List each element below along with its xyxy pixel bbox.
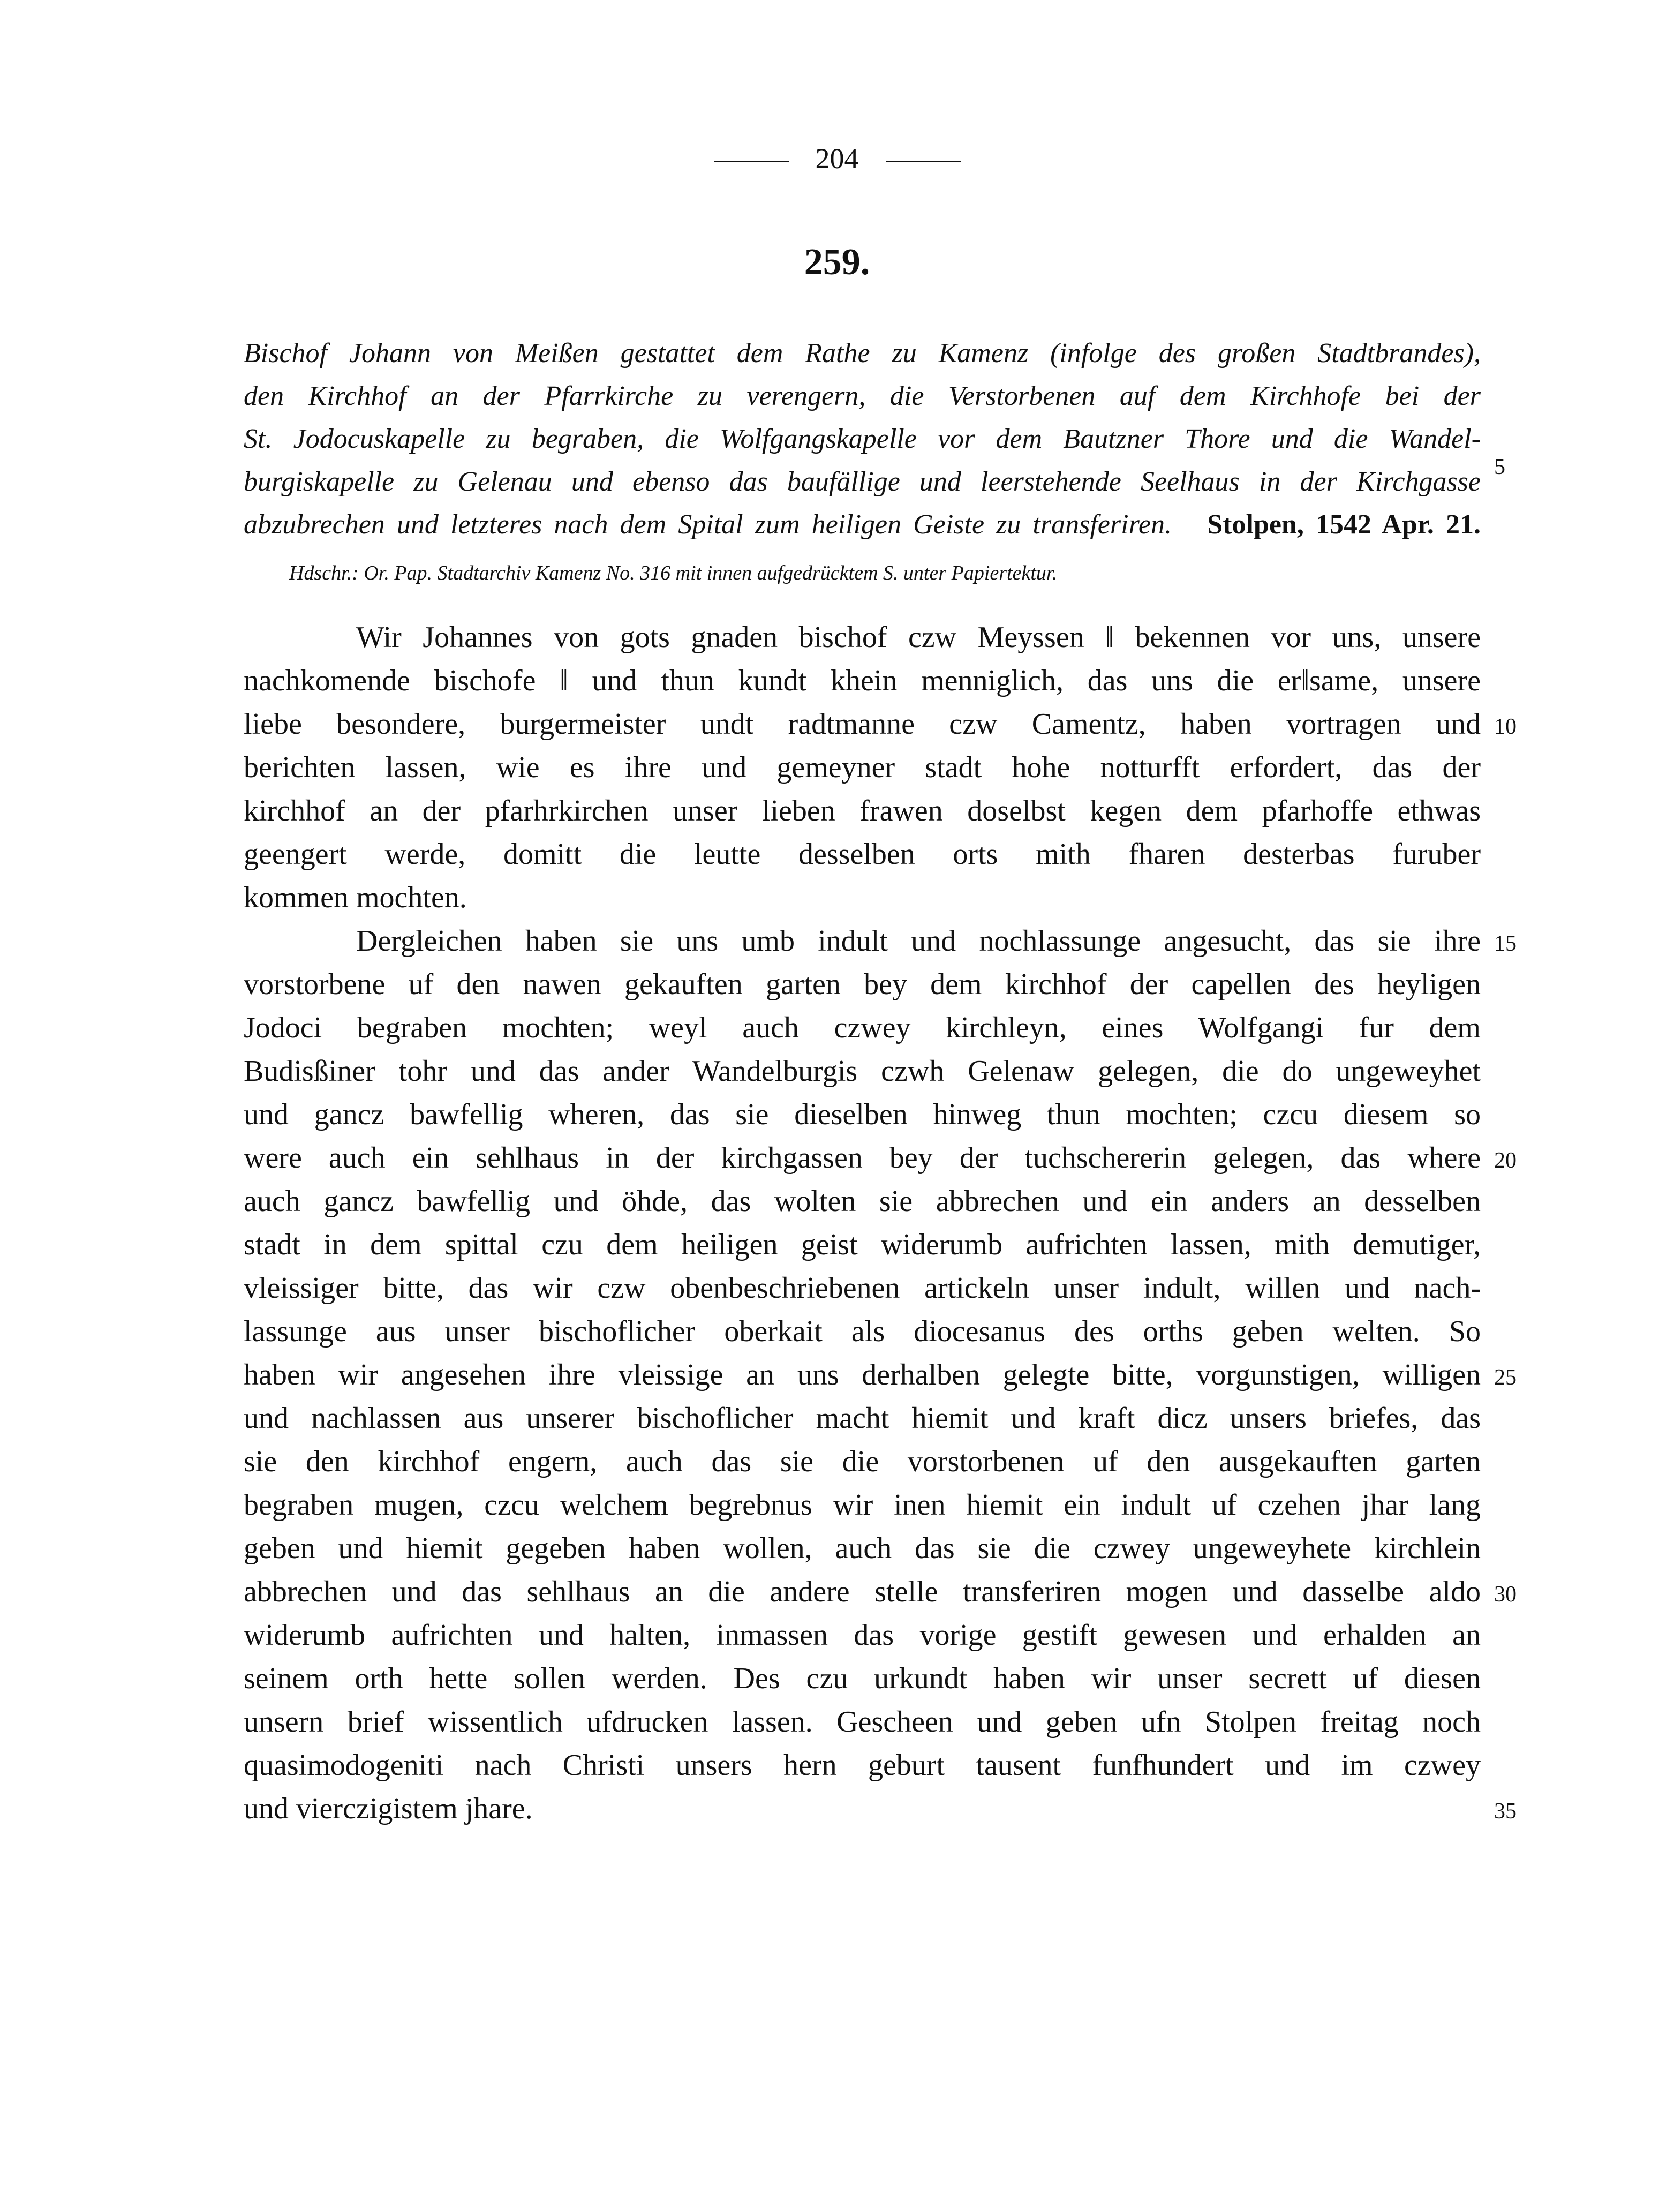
text-line: lassunge aus unser bischoflicher oberkait als diocesanus des orths geben welten. So (244, 1315, 1481, 1348)
document-date: Stolpen, 1542 Apr. 21. (1207, 509, 1481, 540)
text-line: were auch ein sehlhaus in der kirchgassen bey der tuchschererin gelegen, das where (244, 1141, 1481, 1175)
text-line: quasimodogeniti nach Christi unsers hern geburt tausent funfhundert und im czwey (244, 1749, 1481, 1782)
regest-line: den Kirchhof an der Pfarrkirche zu verengern, die Verstorbenen auf dem Kirchhofe bei der (244, 381, 1481, 411)
text-line: vorstorbene uf den nawen gekauften garten bey dem kirchhof der capellen des heyligen (244, 968, 1481, 1001)
text-line: unsern brief wissentlich ufdrucken lassen. Gescheen und geben ufn Stolpen freitag noch (244, 1705, 1481, 1739)
regest-line: St. Jodocuskapelle zu begraben, die Wolfgangskapelle vor dem Bautzner Thore und die Wandel- (244, 424, 1481, 454)
regest-text-end: abzubrechen und letzteres nach dem Spital zum heiligen Geiste zu transferiren. (244, 509, 1172, 540)
text-line: sie den kirchhof engern, auch das sie die vorstorbenen uf den ausgekauften garten (244, 1445, 1481, 1478)
page-number: 204 (815, 142, 859, 175)
text-line: vleissiger bitte, das wir czw obenbeschriebenen artickeln unser indult, willen und nach- (244, 1271, 1481, 1305)
header-rule-right (886, 161, 961, 162)
regest-line: Bischof Johann von Meißen gestattet dem Rathe zu Kamenz (infolge des großen Stadtbrandes), (244, 338, 1481, 368)
line-number: 5 (1494, 455, 1505, 479)
line-number: 15 (1494, 931, 1517, 956)
text-line: geben und hiemit gegeben haben wollen, auch das sie die czwey ungeweyhete kirchlein (244, 1532, 1481, 1565)
text-line: auch gancz bawfellig und öhde, das wolten sie abbrechen und ein anders an desselben (244, 1185, 1481, 1218)
text-line: und gancz bawfellig wheren, das sie dieselben hinweg thun mochten; czcu diesem so (244, 1098, 1481, 1131)
source-note: Hdschr.: Or. Pap. Stadtarchiv Kamenz No. 316 mit innen aufgedrücktem S. unter Papiertektur. (289, 562, 1057, 584)
text-line: kirchhof an der pfarhrkirchen unser lieben frawen doselbst kegen dem pfarhoffe ethwas (244, 794, 1481, 827)
line-number: 35 (1494, 1799, 1517, 1824)
line-number: 30 (1494, 1582, 1517, 1607)
text-line: und vierczigistem jhare. (244, 1792, 533, 1825)
header-rule-left (714, 161, 789, 162)
text-line: kommen mochten. (244, 881, 467, 914)
text-line: berichten lassen, wie es ihre und gemeyner stadt hohe notturfft erfordert, das der (244, 751, 1481, 784)
text-line: stadt in dem spittal czu dem heiligen geist widerumb aufrichten lassen, mith demutiger, (244, 1228, 1481, 1261)
line-number: 25 (1494, 1365, 1517, 1390)
text-line: und nachlassen aus unserer bischoflicher macht hiemit und kraft dicz unsers briefes, das (244, 1402, 1481, 1435)
document-number: 259. (804, 242, 870, 283)
text-line: begraben mugen, czcu welchem begrebnus wir inen hiemit ein indult uf czehen jhar lang (244, 1488, 1481, 1522)
line-number: 20 (1494, 1148, 1517, 1173)
regest (244, 332, 1481, 546)
line-number: 10 (1494, 714, 1517, 739)
page-header (0, 142, 1674, 175)
regest-line: burgiskapelle zu Gelenau und ebenso das baufällige und leerstehende Seelhaus in der Kirchgasse (244, 467, 1481, 497)
text-line: haben wir angesehen ihre vleissige an uns derhalben gelegte bitte, vorgunstigen, willigen (244, 1358, 1481, 1391)
regest-line-last (244, 503, 1481, 546)
text-line: seinem orth hette sollen werden. Des czu urkundt haben wir unser secrett uf diesen (244, 1662, 1481, 1695)
text-line: geengert werde, domitt die leutte desselben orts mith fharen desterbas furuber (244, 838, 1481, 871)
text-line: Wir Johannes von gots gnaden bischof czw Meyssen ‖ bekennen vor uns, unsere (356, 621, 1481, 654)
text-line: nachkomende bischofe ‖ und thun kundt khein menniglich, das uns die er‖same, unsere (244, 664, 1481, 697)
text-line: liebe besondere, burgermeister undt radtmanne czw Camentz, haben vortragen und (244, 708, 1481, 741)
document-body (244, 616, 1481, 1831)
text-line: widerumb aufrichten und halten, inmassen das vorige gestift gewesen und erhalden an (244, 1619, 1481, 1652)
text-line: abbrechen und das sehlhaus an die andere stelle transferiren mogen und dasselbe aldo (244, 1575, 1481, 1608)
text-line: Dergleichen haben sie uns umb indult und nochlassunge angesucht, das sie ihre (356, 924, 1481, 958)
text-line: Jodoci begraben mochten; weyl auch czwey kirchleyn, eines Wolfgangi fur dem (244, 1011, 1481, 1044)
text-line: Budisßiner tohr und das ander Wandelburgis czwh Gelenaw gelegen, die do ungeweyhet (244, 1055, 1481, 1088)
